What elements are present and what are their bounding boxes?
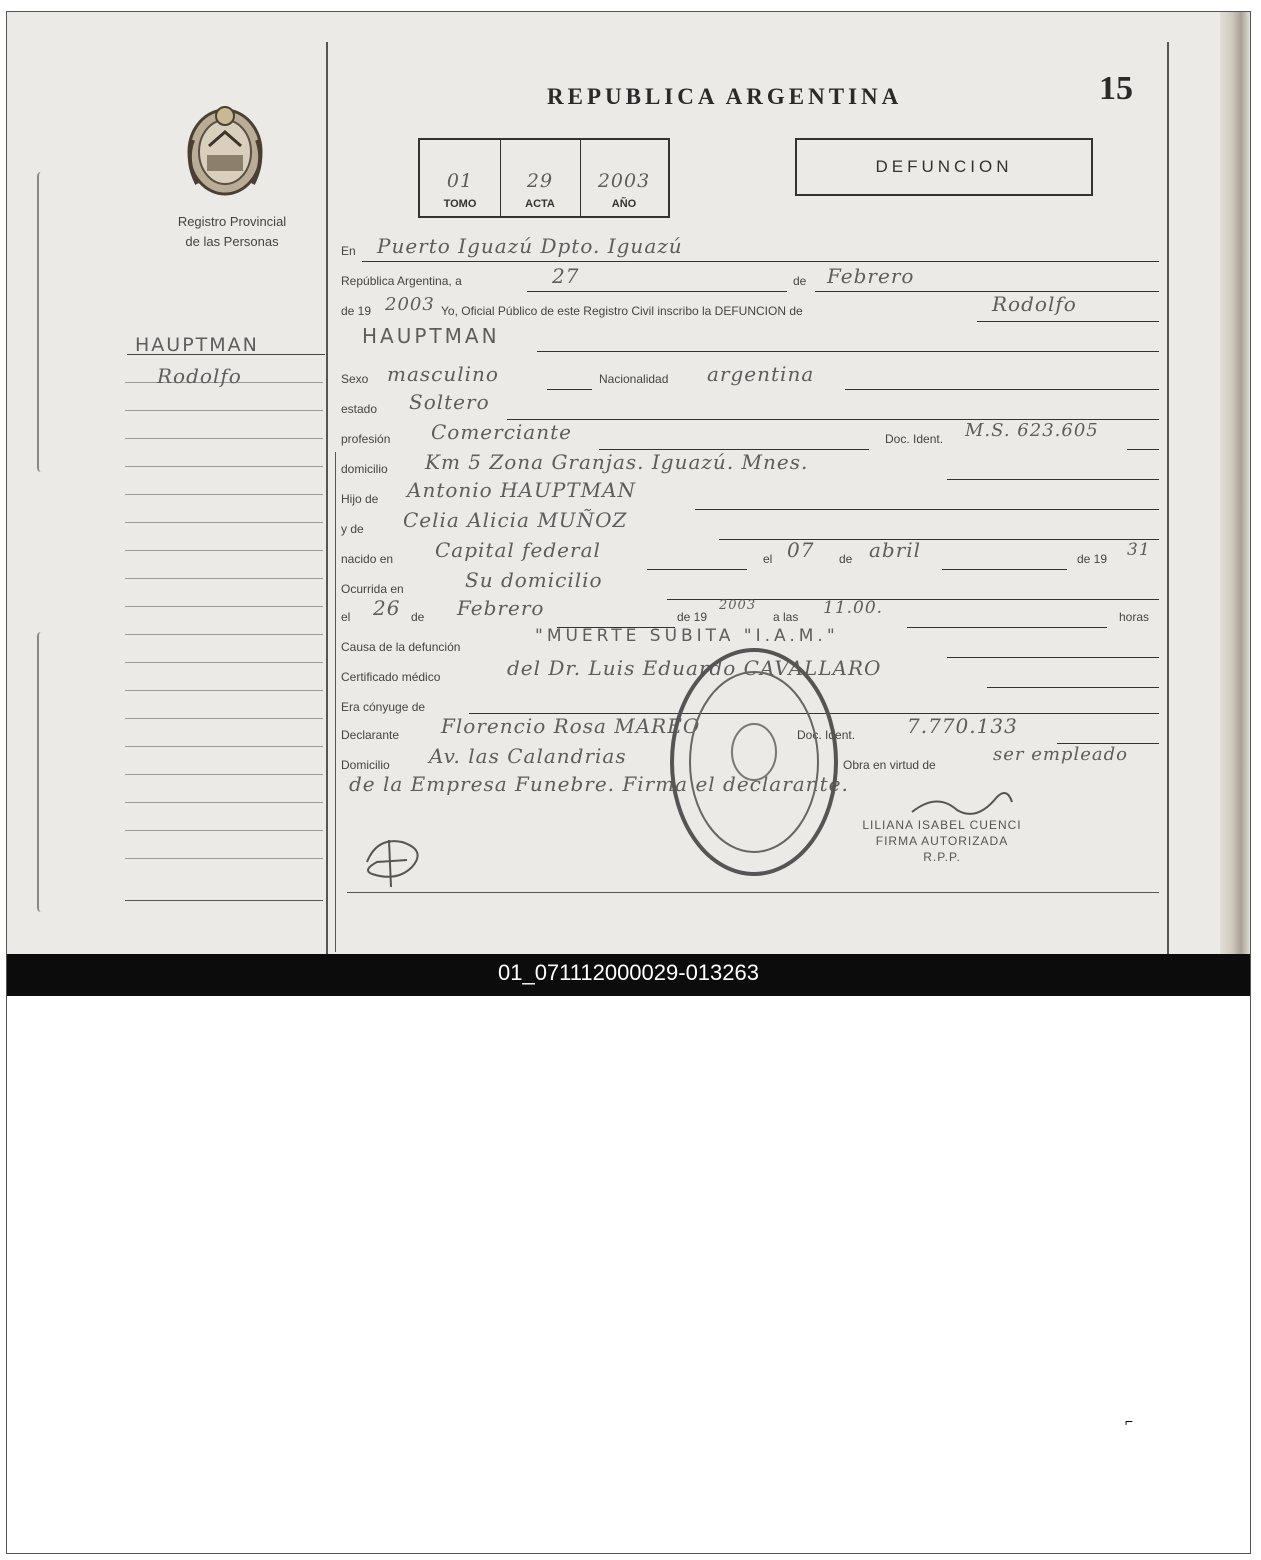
margin-rule [125, 410, 323, 411]
horas-label: horas [1119, 610, 1150, 624]
death-month: Febrero [457, 596, 545, 620]
inscribo-text: Yo, Oficial Público de este Registro Civil inscribo la DEFUNCION de [441, 304, 803, 318]
ano-label: AÑO [611, 198, 637, 210]
tomo-label: TOMO [443, 198, 477, 210]
margin-given-name: Rodolfo [157, 364, 242, 388]
en-label: En [341, 244, 356, 258]
madre-value: Celia Alicia MUÑOZ [403, 508, 628, 532]
tomo-cell [420, 140, 501, 216]
obra-label: Obra en virtud de [843, 758, 936, 772]
form-rule [695, 509, 1159, 510]
domicilio-label: domicilio [341, 462, 388, 476]
deceased-surname: HAUPTMAN [362, 324, 500, 348]
form-rule [527, 291, 787, 292]
right-border [1167, 42, 1169, 954]
registry-name [147, 212, 317, 252]
form-rule [947, 479, 1159, 480]
certificado-value: del Dr. Luis Eduardo CAVALLARO [507, 656, 882, 680]
declarante-doc-value: 7.770.133 [907, 714, 1018, 738]
declarant-signature [907, 782, 1017, 822]
death-year: 2003 [719, 598, 757, 613]
sexo-label: Sexo [341, 372, 369, 386]
place-value: Puerto Iguazú Dpto. Iguazú [377, 234, 683, 258]
registry-line: Registro Provincial [177, 214, 287, 229]
form-rule [547, 389, 592, 390]
death-hour: 11.00. [823, 598, 884, 618]
acta-value: 29 [526, 170, 554, 192]
year-value: 2003 [385, 294, 435, 315]
estado-label: estado [341, 402, 378, 416]
acta-label: ACTA [525, 198, 555, 210]
form-rule [719, 539, 1159, 540]
declarante-doc-label: Doc. Ident. [797, 728, 856, 742]
nacido-value: Capital federal [435, 538, 601, 562]
form-rule [942, 569, 1067, 570]
margin-rule [125, 690, 323, 691]
death-year-prefix: de 19 [677, 610, 708, 624]
official-org: R.P.P. [923, 850, 961, 864]
form-rule [362, 261, 1159, 262]
coat-of-arms-icon [179, 100, 271, 200]
margin-rule [125, 522, 323, 523]
margin-rule [125, 830, 323, 831]
record-reference-box [418, 138, 670, 218]
el-label: el [763, 552, 773, 566]
death-el-label: el [341, 610, 351, 624]
margin-divider [326, 42, 328, 954]
ano-value: 2003 [597, 170, 651, 192]
official-stamp-text [842, 817, 1042, 865]
profesion-value: Comerciante [431, 420, 572, 444]
margin-rule [125, 578, 323, 579]
domicilio2-value: Av. las Calandrias [429, 744, 627, 768]
page-number: 15 [1099, 70, 1133, 107]
de-label: de [793, 274, 807, 288]
file-id-bar [7, 954, 1250, 996]
profesion-label: profesión [341, 432, 391, 446]
form-rule [845, 389, 1159, 390]
scanned-certificate [7, 12, 1250, 954]
official-role: FIRMA AUTORIZADA [875, 834, 1009, 848]
certificado-label: Certificado médico [341, 670, 441, 684]
margin-rule [125, 718, 323, 719]
birth-de-label: de [839, 552, 853, 566]
acta-cell [500, 140, 581, 216]
form-rule [947, 657, 1159, 658]
y-de-label: y de [341, 522, 364, 536]
doc-ident-label: Doc. Ident. [885, 432, 944, 446]
sexo-value: masculino [387, 362, 499, 386]
file-id: 01_071112000029-013263 [497, 960, 759, 985]
margin-rule [125, 774, 323, 775]
officer-signature [357, 832, 437, 892]
margin-surname: HAUPTMAN [135, 334, 259, 356]
birth-month: abril [869, 538, 922, 562]
margin-rule [125, 466, 323, 467]
domicilio2-label: Domicilio [341, 758, 390, 772]
margin-rule [125, 550, 323, 551]
padre-value: Antonio HAUPTMAN [407, 478, 637, 502]
form-rule [647, 569, 747, 570]
margin-rule [125, 494, 323, 495]
nacionalidad-label: Nacionalidad [599, 372, 669, 386]
margin-rule [125, 900, 323, 901]
ocurrida-label: Ocurrida en [341, 582, 404, 596]
domicilio-value: Km 5 Zona Granjas. Iguazú. Mnes. [425, 450, 809, 474]
obra-value: ser empleado [993, 744, 1128, 765]
causa-value: "MUERTE SUBITA "I.A.M." [535, 626, 839, 646]
corner-mark: ⌐ [1125, 1413, 1134, 1429]
page-fold-shadow [1220, 12, 1250, 954]
obra-continuation: de la Empresa Funebre. Firma el declarante. [349, 772, 849, 796]
form-rule [987, 687, 1159, 688]
margin-rule [125, 802, 323, 803]
tomo-value: 01 [446, 170, 474, 192]
margin-divider [335, 452, 336, 952]
binding-edge-mark [37, 172, 47, 472]
a-las-label: a las [773, 610, 799, 624]
declarante-label: Declarante [341, 728, 400, 742]
nacido-label: nacido en [341, 552, 394, 566]
country-title: REPUBLICA ARGENTINA [547, 84, 903, 109]
registry-line: de las Personas [185, 234, 279, 249]
doc-ident-value: M.S. 623.605 [965, 420, 1099, 441]
birth-day: 07 [787, 538, 815, 562]
form-rule [907, 627, 1107, 628]
form-rule [537, 351, 1159, 352]
year-prefix: de 19 [341, 304, 372, 318]
conyuge-label: Era cónyuge de [341, 700, 426, 714]
form-rule [977, 321, 1159, 322]
birth-year: 31 [1127, 540, 1151, 560]
registry-stamp [667, 642, 842, 882]
margin-rule [125, 858, 323, 859]
margin-rule [125, 438, 323, 439]
form-rule [1127, 449, 1159, 450]
margin-rule [125, 662, 323, 663]
month-value: Febrero [827, 264, 915, 288]
declarante-value: Florencio Rosa MAREO [441, 714, 701, 738]
ano-cell [580, 140, 668, 216]
estado-value: Soltero [409, 390, 490, 414]
hijo-label: Hijo de [341, 492, 379, 506]
death-de-label: de [411, 610, 425, 624]
form-rule [815, 291, 1159, 292]
form-bottom-rule [347, 892, 1159, 893]
margin-rule [125, 606, 323, 607]
binding-edge-mark [37, 632, 47, 912]
death-day: 26 [373, 596, 401, 620]
republica-label: República Argentina, a [341, 274, 462, 288]
day-value: 27 [552, 264, 580, 288]
margin-rule [125, 634, 323, 635]
official-name: LILIANA ISABEL CUENCI [862, 818, 1022, 832]
ocurrida-value: Su domicilio [465, 568, 603, 592]
margin-rule [125, 746, 323, 747]
causa-label: Causa de la defunción [341, 640, 461, 654]
birth-year-prefix: de 19 [1077, 552, 1108, 566]
nacionalidad-value: argentina [707, 362, 815, 386]
document-type-box: DEFUNCION [795, 138, 1093, 196]
deceased-given-name: Rodolfo [992, 292, 1077, 316]
